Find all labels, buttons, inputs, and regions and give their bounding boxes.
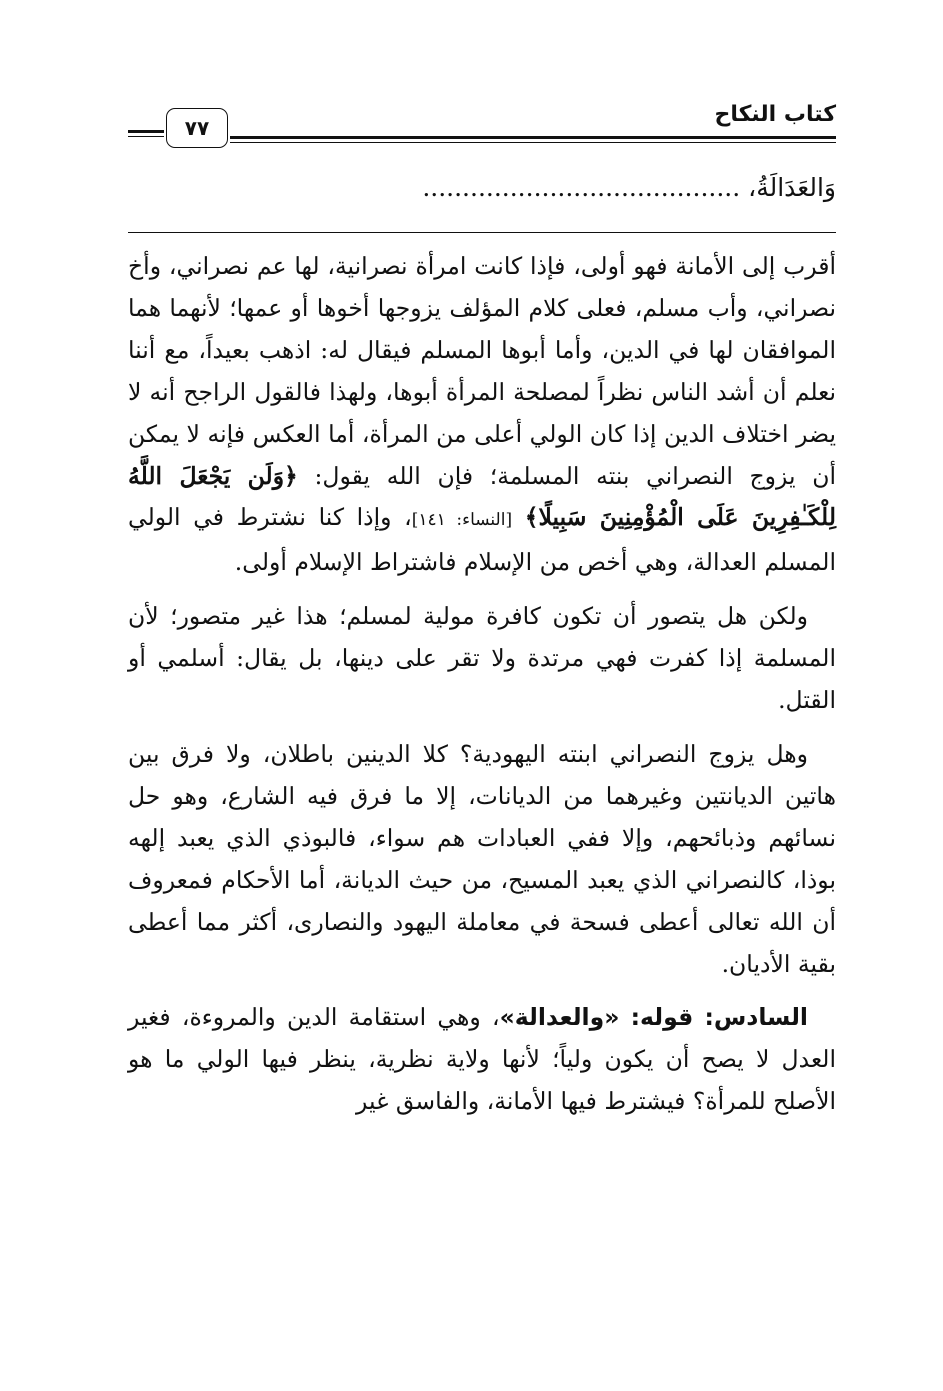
matn-text: وَالعَدَالَةُ،: [748, 173, 836, 202]
paragraph-1-part-1: أقرب إلى الأمانة فهو أولى، فإذا كانت امرأة نصرانية، لها عم نصراني، وأخ نصراني، وأب مسلم، فعلى كلام المؤلف يزوجها أخوها أو عمها؛ لأنهما هما الموافقان لها في الدين، وأما أبوها المسلم فيقال له: اذهب بعيداً، مع أننا نعلم أن أشد الناس نظراً لمصلحة المرأة أبوها، ولهذا فالقول الراجح أنه لا يضر اختلاف الدين إذا كان الولي أعلى من المرأة، أما العكس فإنه لا يمكن أن يزوج النصراني بنته المسلمة؛ فإن الله يقول:: [128, 252, 836, 490]
matn-separator: [128, 232, 836, 233]
paragraph-4-rest: ، وهي استقامة الدين والمروءة، فغير العدل لا يصح أن يكون ولياً؛ لأنها ولاية نظرية، ينظر فيها الولي ما هو الأصلح للمرأة؟ فيشترط فيها الأمانة، والفاسق غير: [128, 1003, 836, 1116]
matn-line: [128, 164, 836, 212]
matn-quote: «والعدالة»: [499, 1003, 620, 1032]
page-header: [128, 100, 836, 152]
verse-citation: [النساء: ١٤١]: [411, 510, 513, 531]
header-rule-left: [128, 130, 164, 133]
running-title: كتاب النكاح: [714, 102, 836, 127]
paragraph-4: [128, 997, 836, 1123]
quran-verse: ﴿وَلَن يَجْعَلَ اللَّهُ لِلْكَـٰفِرِينَ عَلَى الْمُؤْمِنِينَ سَبِيلًا﴾: [128, 461, 836, 532]
paragraph-1-part-2: ، وإذا كنا نشترط في الولي المسلم العدالة، وهي أخص من الإسلام فاشتراط الإسلام أولى.: [128, 503, 836, 577]
header-rule-right: [230, 136, 836, 139]
qawluhu-label: قوله:: [630, 1003, 694, 1032]
matn-dots: ........................................: [422, 173, 741, 202]
page-number: ٧٧: [166, 108, 228, 148]
paragraph-1: [128, 246, 836, 584]
paragraph-3: وهل يزوج النصراني ابنته اليهودية؟ كلا الدينين باطلان، ولا فرق بين هاتين الديانتين وغيرهما من الديانات، إلا ما فرق فيه الشارع، وهو حل نسائهم وذبائحهم، وإلا ففي العبادات هم سواء، فالبوذي الذي يعبد إلهه بوذا، كالنصراني الذي يعبد المسيح، من حيث الديانة، أما الأحكام فمعروف أن الله تعالى أعطى فسحة في معاملة اليهود والنصارى، أكثر مما أعطى بقية الأديان.: [128, 739, 836, 978]
paragraph-2: ولكن هل يتصور أن تكون كافرة مولية لمسلم؛ هذا غير متصور؛ لأن المسلمة إذا كفرت فهي مرتدة ولا تقر على دينها، بل يقال: أسلمي أو القتل.: [128, 602, 836, 715]
commentary-body: [128, 246, 836, 1135]
section-label: السادس:: [704, 1003, 808, 1032]
